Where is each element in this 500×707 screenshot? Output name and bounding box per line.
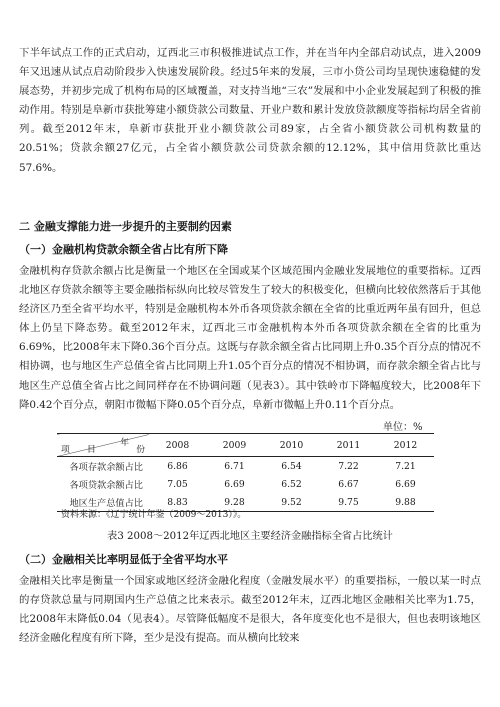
table-cell: 6.54: [281, 460, 302, 472]
subsection-heading-1: （一）金融机构贷款余额全省占比有所下降: [19, 243, 228, 256]
table-row: [57, 475, 434, 493]
year-header: 2010: [279, 439, 304, 451]
table-cell: 7.22: [338, 460, 359, 472]
table-cell: 9.75: [338, 496, 359, 508]
table-cell: 6.67: [338, 478, 359, 490]
row-label: 各项贷款余额占比: [69, 480, 143, 491]
intro-paragraph: 下半年试点工作的正式启动，辽西北三市积极推进试点工作，并在当年内全部启动试点，进入2009年又迅速从试点启动阶段步入快速发展阶段。经过5年来的发展，三市小贷公司均呈现快速稳健的发展态势，并初步完成了机构布局的区域覆盖，对支持当地“三农”发展和中小企业发展起到了积极的推动作用。特别是阜新市获批筹建小额贷款公司数量、开业户数和累计发放贷款额度等指标均居全省前列。截至2012年末，阜新市获批开业小额贷款公司89家，占全省小额贷款公司机构数量的20.51%；贷款余额27亿元，占全省小额贷款公司贷款余额的12.12%，其中信用贷款比重达57.6%。: [19, 47, 481, 174]
year-header: 2011: [336, 439, 361, 451]
table-cell: 9.88: [395, 496, 416, 508]
subsection-heading-2: （二）金融相关比率明显低于全省平均水平: [19, 553, 228, 566]
row-label: 地区生产总值占比: [69, 498, 143, 509]
table-cell: 6.69: [395, 478, 416, 490]
table-cell: 8.83: [167, 496, 188, 508]
table-caption: 表3 2008～2012年辽西北地区主要经济金融指标全省占比统计: [107, 531, 393, 542]
table-row: [57, 457, 434, 476]
year-header: 2009: [222, 439, 247, 451]
table-cell: 7.05: [167, 478, 188, 490]
table-source-note: 资料来源：《辽宁统计年鉴（2009～2013）》。: [61, 510, 247, 520]
table-cell: 6.86: [167, 460, 188, 472]
subsection-1-paragraph: 金融机构存贷款余额占比是衡量一个地区在全国或某个区域范围内金融业发展地位的重要指标。辽西北地区存贷款余额等主要金融指标纵向比较尽管发生了较大的积极变化，但横向比较依然落后于其他经济区乃至全省平均水平，特别是金融机构本外币各项贷款余额在全省的比重近两年虽有回升，但总体上仍呈下降态势。截至2012年末，辽西北三市金融机构本外币各项贷款余额在全省的比重为6.69%，比2008年末下降0.36个百分点。这既与存款余额全省占比同期上升0.35个百分点的情况不相协调，也与地区生产总值全省占比同期上升1.05个百分点的情况不相协调，而存款余额全省占比与地区生产总值全省占比之间同样存在不协调问题（见表3）。其中铁岭市下降幅度较大，比2008年下降0.42个百分点，朝阳市微幅下降0.05个百分点，阜新市微幅上升0.11个百分点。: [19, 265, 481, 411]
indicator-table: [57, 433, 434, 512]
header-item-label: 项: [61, 445, 70, 455]
header-year-label: 年: [120, 438, 129, 448]
table-header-row: [57, 434, 434, 457]
table-cell: 6.71: [224, 460, 245, 472]
table-cell: 7.21: [395, 460, 416, 472]
year-header: 2008: [165, 439, 190, 451]
table-cell: 6.69: [224, 478, 245, 490]
table-unit: 单位：%: [383, 422, 423, 433]
header-mu-label: 目: [87, 445, 96, 455]
section-heading: 二 金融支撑能力进一步提升的主要制约因素: [19, 220, 232, 233]
table-cell: 9.28: [224, 496, 245, 508]
year-header: 2012: [393, 439, 418, 451]
table-cell: 9.52: [281, 496, 302, 508]
table-cell: 6.52: [281, 478, 302, 490]
subsection-2-paragraph: 金融相关比率是衡量一个国家或地区经济金融化程度（金融发展水平）的重要指标，一般以某一时点的存贷款总量与同期国内生产总值之比来表示。截至2012年末，辽西北地区金融相关比率为1.75，比2008年末降低0.04（见表4）。尽管降低幅度不是很大，各年度变化也不是很大，但也表明该地区经济金融化程度有所下降，至少是没有提高。而从横向比较来: [19, 575, 481, 645]
header-fen-label: 份: [136, 445, 145, 455]
table-corner-header: [57, 434, 149, 457]
row-label: 各项存款余额占比: [69, 462, 143, 473]
